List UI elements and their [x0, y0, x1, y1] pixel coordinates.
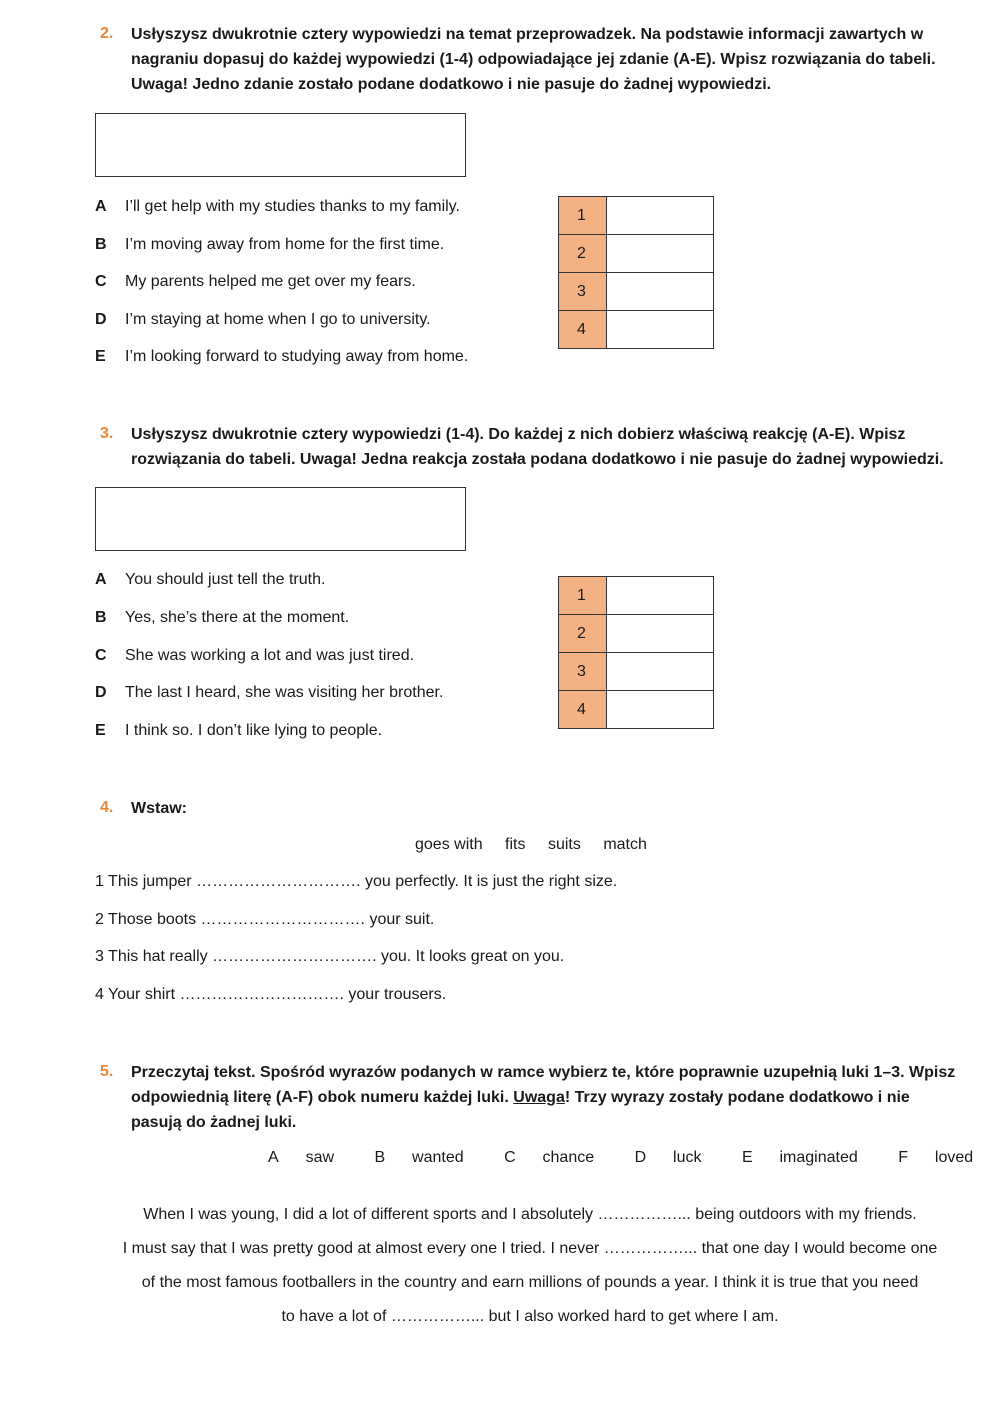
word-option-letter: E: [741, 1149, 753, 1166]
ex4-title: Wstaw:: [131, 800, 187, 817]
ex2-instructions: [131, 22, 936, 97]
option-text: You should just tell the truth.: [125, 571, 326, 588]
table-row: [559, 311, 714, 349]
ex5-instruction-part: odpowiednią literę (A-F) obok numeru każdej luki.: [131, 1089, 514, 1106]
ex2-instruction-line: Usłyszysz dwukrotnie cztery wypowiedzi na temat przeprowadzek. Na podstawie informacji zawartych w: [131, 26, 924, 43]
word-option-letter: F: [898, 1149, 909, 1166]
option-text: I’m moving away from home for the first time.: [125, 236, 445, 253]
ex5-instruction-part: ! Trzy wyrazy zostały podane dodatkowo i nie: [564, 1089, 910, 1106]
word-bank-item[interactable]: goes with: [415, 836, 483, 853]
row-number: 4: [559, 311, 607, 349]
ex2-option-a: [95, 198, 460, 216]
word-option: [374, 1149, 481, 1166]
ex4-sentence-2: 2 Those boots …………………………. your suit.: [95, 911, 435, 928]
word-bank-item[interactable]: fits: [505, 836, 526, 853]
option-letter: A: [95, 571, 107, 588]
option-letter: D: [95, 684, 107, 701]
table-row: [559, 577, 714, 615]
option-letter: D: [95, 311, 107, 328]
ex5-paragraph: [100, 1198, 960, 1334]
ex4-sentence-4: 4 Your shirt …………………………. your trousers.: [95, 986, 447, 1003]
word-option: [635, 1149, 720, 1166]
option-text: She was working a lot and was just tired.: [125, 647, 415, 664]
table-row: [559, 691, 714, 729]
ex3-instructions: [131, 422, 944, 472]
paragraph-line: to have a lot of ……………... but I also worked hard to get where I am.: [281, 1308, 779, 1325]
option-letter: B: [95, 609, 107, 626]
ex3-instruction-line: rozwiązania do tabeli. Uwaga! Jedna reakcja została podana dodatkowo i nie pasuje do żadnej wypowiedzi.: [131, 451, 944, 468]
ex2-option-e: [95, 348, 468, 366]
option-text: I’ll get help with my studies thanks to my family.: [125, 198, 460, 215]
table-row: [559, 653, 714, 691]
ex4-number: 4.: [100, 799, 114, 816]
option-text: I think so. I don’t like lying to people.: [125, 722, 383, 739]
row-number: 1: [559, 197, 607, 235]
ex5-instruction-line: [131, 1085, 955, 1110]
ex5-instruction-line: pasują do żadnej luki.: [131, 1114, 297, 1131]
answer-cell[interactable]: [607, 197, 714, 235]
row-number: 4: [559, 691, 607, 729]
option-text: I’m looking forward to studying away from home.: [125, 348, 469, 365]
answer-cell[interactable]: [607, 273, 714, 311]
ex3-option-e: [95, 722, 382, 740]
ex3-number: 3.: [100, 425, 114, 442]
ex2-answer-table: [558, 196, 714, 349]
word-option: [268, 1149, 352, 1166]
ex2-option-b: [95, 236, 444, 254]
row-number: 3: [559, 653, 607, 691]
answer-cell[interactable]: [607, 615, 714, 653]
table-row: [559, 273, 714, 311]
word-option-letter: B: [374, 1149, 386, 1166]
ex2-instruction-line: nagraniu dopasuj do każdej wypowiedzi (1-4) odpowiadające jej zdanie (A-E). Wpisz rozwiązania do tabeli.: [131, 51, 936, 68]
answer-cell[interactable]: [607, 235, 714, 273]
option-text: My parents helped me get over my fears.: [125, 273, 416, 290]
ex5-word-box: [268, 1149, 1000, 1167]
word-bank-item[interactable]: suits: [547, 836, 581, 853]
ex3-option-c: [95, 647, 414, 665]
word-option: [898, 1149, 991, 1166]
option-text: I’m staying at home when I go to university.: [125, 311, 431, 328]
ex4-sentence-3: 3 This hat really …………………………. you. It looks great on you.: [95, 948, 565, 965]
answer-cell[interactable]: [607, 311, 714, 349]
answer-cell[interactable]: [607, 577, 714, 615]
option-text: The last I heard, she was visiting her brother.: [125, 684, 444, 701]
word-option: [742, 1149, 876, 1166]
ex5-number: 5.: [100, 1063, 114, 1080]
ex3-drop-box[interactable]: [95, 487, 466, 551]
word-option-letter: D: [634, 1149, 647, 1166]
option-letter: B: [95, 236, 107, 253]
ex2-option-d: [95, 311, 431, 329]
word-option-text: wanted: [412, 1149, 464, 1166]
ex3-option-d: [95, 684, 443, 702]
option-letter: A: [95, 198, 107, 215]
option-letter: C: [95, 647, 107, 664]
ex2-number: 2.: [100, 25, 114, 42]
word-option-letter: C: [504, 1149, 516, 1166]
ex4-sentence-1: 1 This jumper …………………………. you perfectly. It is just the right size.: [95, 873, 618, 890]
ex2-drop-box[interactable]: [95, 113, 466, 177]
paragraph-line: of the most famous footballers in the country and earn millions of pounds a year. I think it is true that you need: [141, 1274, 919, 1291]
table-row: [559, 615, 714, 653]
paragraph-line: When I was young, I did a lot of different sports and I absolutely ……………... being outdoors with my friends.: [143, 1206, 917, 1223]
ex3-option-a: [95, 571, 325, 589]
table-row: [559, 197, 714, 235]
word-option: [504, 1149, 612, 1166]
option-letter: E: [95, 722, 106, 739]
option-text: Yes, she’s there at the moment.: [125, 609, 350, 626]
ex5-instructions: [131, 1060, 955, 1135]
word-option-text: luck: [673, 1149, 702, 1166]
word-option-text: saw: [305, 1149, 335, 1166]
ex2-option-c: [95, 273, 416, 291]
row-number: 2: [559, 235, 607, 273]
ex3-answer-table: [558, 576, 714, 729]
table-row: [559, 235, 714, 273]
word-option-text: imaginated: [779, 1149, 858, 1166]
word-bank-item[interactable]: match: [603, 836, 647, 853]
ex4-word-bank: [415, 836, 665, 854]
ex5-instruction-line: Przeczytaj tekst. Spośród wyrazów podanych w ramce wybierz te, które poprawnie uzupełnią luki 1–3. Wpisz: [131, 1064, 956, 1081]
word-option-text: chance: [542, 1149, 595, 1166]
answer-cell[interactable]: [607, 653, 714, 691]
answer-cell[interactable]: [607, 691, 714, 729]
row-number: 1: [559, 577, 607, 615]
word-option-letter: A: [268, 1149, 279, 1166]
option-letter: C: [95, 273, 107, 290]
row-number: 2: [559, 615, 607, 653]
ex5-instruction-underlined: Uwaga: [513, 1089, 565, 1106]
ex2-instruction-line: Uwaga! Jedno zdanie zostało podane dodatkowo i nie pasuje do żadnej wypowiedzi.: [131, 76, 772, 93]
ex3-option-b: [95, 609, 349, 627]
option-letter: E: [95, 348, 106, 365]
paragraph-line: I must say that I was pretty good at almost every one I tried. I never ……………... that one day I would become one: [122, 1240, 938, 1257]
word-option-text: loved: [934, 1149, 974, 1166]
ex3-instruction-line: Usłyszysz dwukrotnie cztery wypowiedzi (1-4). Do każdej z nich dobierz właściwą reakcję (A-E). Wpisz: [131, 426, 906, 443]
row-number: 3: [559, 273, 607, 311]
